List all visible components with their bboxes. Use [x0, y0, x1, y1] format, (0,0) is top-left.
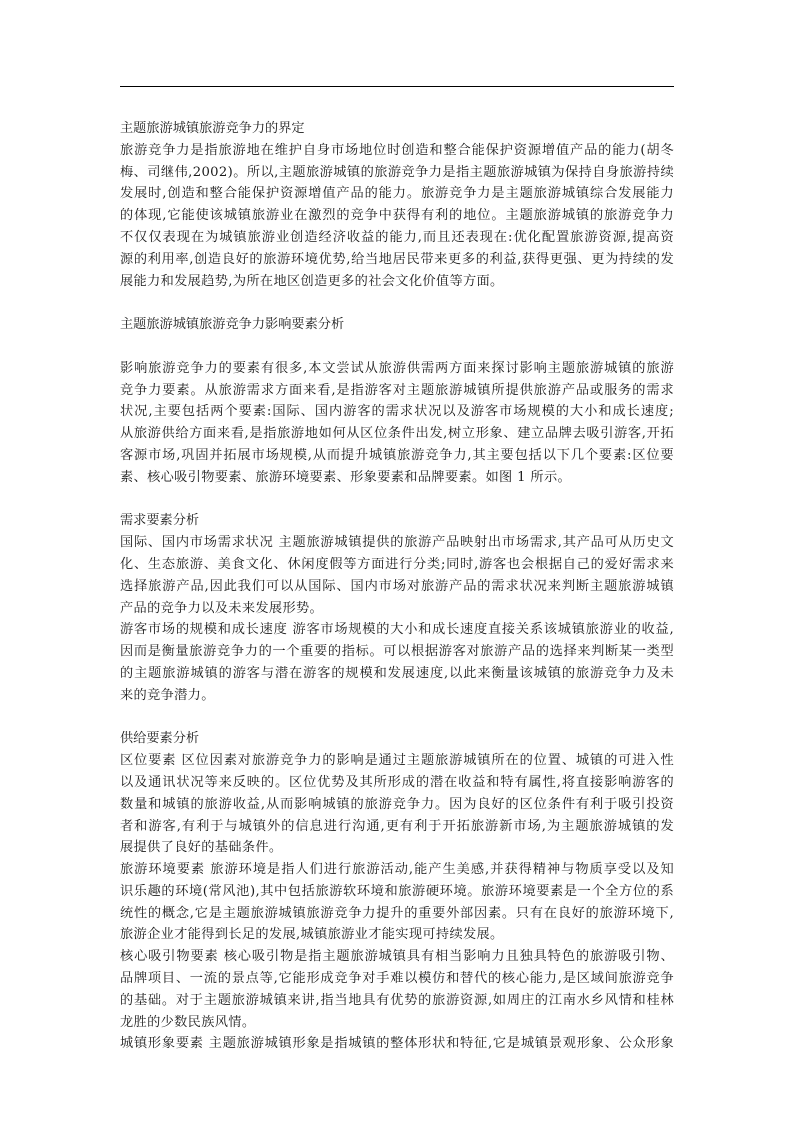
paragraph-line: 旅游环境要素 旅游环境是指人们进行旅游活动,能产生美感,并获得精神与物质享受以及知: [120, 862, 674, 878]
paragraph-line: 来的竞争潜力。: [120, 687, 215, 703]
paragraph-line: 展提供了良好的基础条件。: [120, 840, 283, 856]
spacer: [120, 336, 674, 358]
paragraph-line: 竞争力要素。从旅游需求方面来看,是指游客对主题旅游城镇所提供旅游产品或服务的需求: [120, 382, 674, 398]
paragraph-line: 统性的概念,它是主题旅游城镇旅游竞争力提升的重要外部因素。只有在良好的旅游环境下,: [120, 905, 674, 921]
paragraph-line: 以及通讯状况等来反映的。区位优势及其所形成的潜在收益和特有属性,将直接影响游客的: [120, 774, 674, 790]
spacer: [120, 489, 674, 511]
paragraph-line: 发展时,创造和整合能保护资源增值产品的能力。旅游竞争力是主题旅游城镇综合发展能力: [120, 186, 674, 202]
paragraph-line: 化、生态旅游、美食文化、休闲度假等方面进行分类;同时,游客也会根据自己的爱好需求来: [120, 556, 674, 572]
paragraph-line: 国际、国内市场需求状况 主题旅游城镇提供的旅游产品映射出市场需求,其产品可从历史文: [120, 535, 674, 551]
paragraph-line: 源的利用率,创造良好的旅游环境优势,给当地居民带来更多的利益,获得更强、更为持续的发: [120, 251, 674, 267]
paragraph-line: 龙胜的少数民族风情。: [120, 1014, 256, 1030]
section-heading-demand: 需求要素分析: [120, 513, 200, 529]
paragraph-line: 的基础。对于主题旅游城镇来讲,指当地具有优势的旅游资源,如周庄的江南水乡风情和桂林: [120, 992, 674, 1008]
paragraph-line: 的体现,它能使该城镇旅游业在激烈的竞争中获得有利的地位。主题旅游城镇的旅游竞争力: [120, 208, 674, 224]
spacer: [120, 707, 674, 729]
paragraph-line: 区位要素 区位因素对旅游竞争力的影响是通过主题旅游城镇所在的位置、城镇的可进入性: [120, 753, 674, 769]
section-heading-definition: 主题旅游城镇旅游竞争力的界定: [120, 121, 305, 136]
paragraph-line: 旅游企业才能得到长足的发展,城镇旅游业才能实现可持续发展。: [120, 927, 504, 943]
paragraph-line: 核心吸引物要素 核心吸引物是指主题旅游城镇具有相当影响力且独具特色的旅游吸引物、: [120, 949, 674, 965]
section-heading-factors: 主题旅游城镇旅游竞争力影响要素分析: [120, 317, 345, 333]
paragraph-line: 的主题旅游城镇的游客与潜在游客的规模和发展速度,以此来衡量该城镇的旅游竞争力及未: [120, 665, 674, 681]
paragraph-line: 从旅游供给方面来看,是指旅游地如何从区位条件出发,树立形象、建立品牌去吸引游客,开拓: [120, 426, 674, 442]
paragraph-line: 不仅仅表现在为城镇旅游业创造经济收益的能力,而且还表现在:优化配置旅游资源,提高资: [120, 229, 674, 245]
paragraph-line: 产品的竞争力以及未来发展形势。: [120, 600, 324, 616]
paragraph-line: 游客市场的规模和成长速度 游客市场规模的大小和成长速度直接关系该城镇旅游业的收益,: [120, 622, 674, 638]
document-page: [120, 118, 674, 1055]
paragraph-line: 客源市场,巩固并拓展市场规模,从而提升城镇旅游竞争力,其主要包括以下几个要素:区位要: [120, 447, 674, 463]
paragraph-line: 者和游客,有利于与城镇外的信息进行沟通,更有利于开拓旅游新市场,为主题旅游城镇的发: [120, 818, 674, 834]
header-rule: [120, 86, 674, 87]
paragraph-line: 影响旅游竞争力的要素有很多,本文尝试从旅游供需两方面来探讨影响主题旅游城镇的旅游: [120, 360, 674, 376]
paragraph-line: 因而是衡量旅游竞争力的一个重要的指标。可以根据游客对旅游产品的选择来判断某一类型: [120, 644, 674, 660]
paragraph-line: 选择旅游产品,因此我们可以从国际、国内市场对旅游产品的需求状况来判断主题旅游城镇: [120, 578, 674, 594]
spacer: [120, 292, 674, 314]
paragraph-line: 旅游竞争力是指旅游地在维护自身市场地位时创造和整合能保护资源增值产品的能力(胡冬: [120, 142, 674, 158]
paragraph-line: 城镇形象要素 主题旅游城镇形象是指城镇的整体形状和特征,它是城镇景观形象、公众形象: [120, 1036, 674, 1052]
paragraph-line: 状况,主要包括两个要素:国际、国内游客的需求状况以及游客市场规模的大小和成长速度;: [120, 404, 674, 420]
paragraph-line: 展能力和发展趋势,为所在地区创造更多的社会文化价值等方面。: [120, 273, 504, 289]
section-heading-supply: 供给要素分析: [120, 731, 200, 747]
paragraph-line: 梅、司继伟,2002)。所以,主题旅游城镇的旅游竞争力是指主题旅游城镇为保持自身旅游持续: [120, 164, 674, 180]
paragraph-line: 素、核心吸引物要素、旅游环境要素、形象要素和品牌要素。如图 1 所示。: [120, 469, 572, 485]
paragraph-line: 数量和城镇的旅游收益,从而影响城镇的旅游竞争力。因为良好的区位条件有利于吸引投资: [120, 796, 674, 812]
paragraph-line: 识乐趣的环境(常风池),其中包括旅游软环境和旅游硬环境。旅游环境要素是一个全方位的系: [120, 883, 674, 899]
paragraph-line: 品牌项目、一流的景点等,它能形成竞争对手难以模仿和替代的核心能力,是区域间旅游竞争: [120, 971, 674, 987]
